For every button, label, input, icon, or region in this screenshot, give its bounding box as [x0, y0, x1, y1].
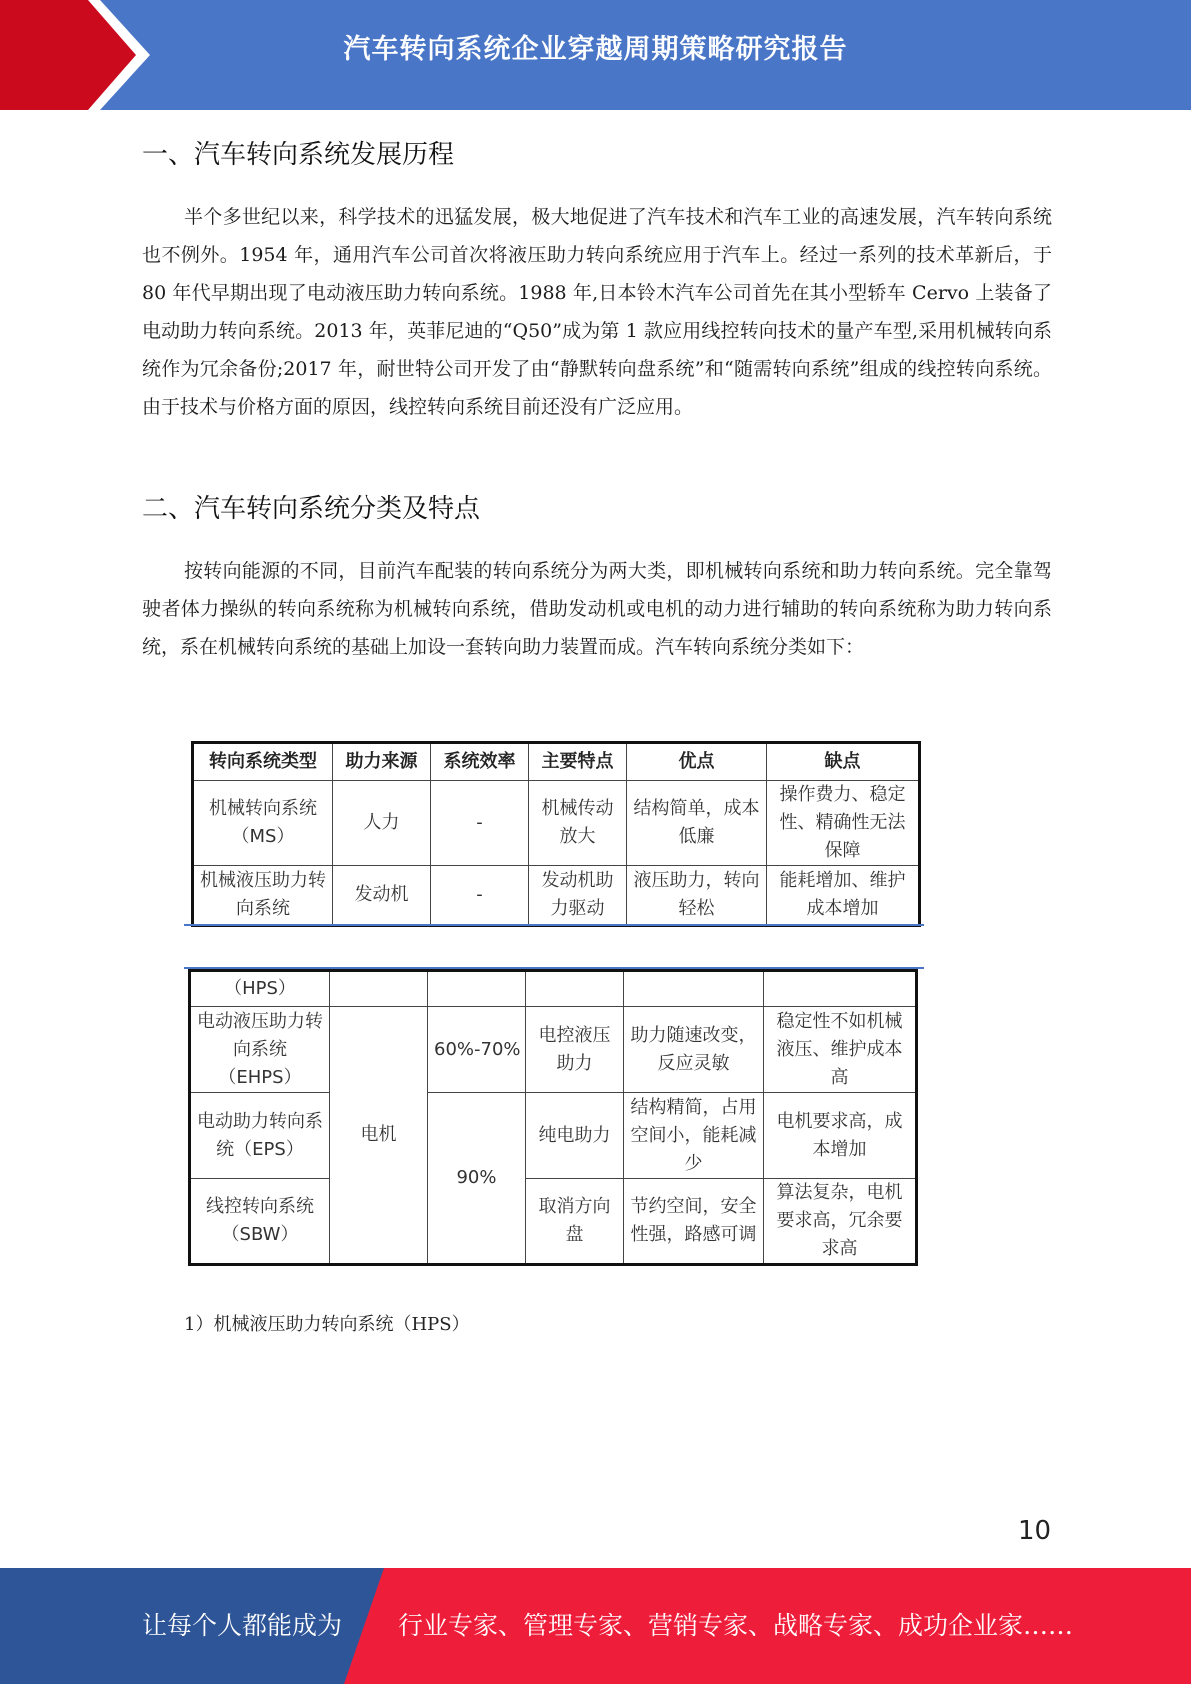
cell-cons: 能耗增加、维护成本增加: [767, 866, 920, 926]
cell-pros: 液压助力，转向轻松: [627, 866, 767, 926]
cell-features: 取消方向盘: [526, 1179, 624, 1265]
cell-pros: 结构简单，成本低廉: [627, 781, 767, 866]
table-row: [190, 1093, 917, 1179]
table-row: [190, 1007, 917, 1093]
cell-empty: [428, 971, 526, 1007]
cell-cons: 操作费力、稳定性、精确性无法保障: [767, 781, 920, 866]
section-heading-classification: 二、汽车转向系统分类及特点: [142, 494, 481, 524]
paragraph-classification: 按转向能源的不同，目前汽车配装的转向系统分为两大类，即机械转向系统和助力转向系统。完全靠驾驶者体力操纵的转向系统称为机械转向系统，借助发动机或电机的动力进行辅助的转向系统称为助力转向系统，系在机械转向系统的基础上加设一套转向助力装置而成。汽车转向系统分类如下：: [142, 560, 1052, 658]
footer-slogan-left: 让每个人都能成为: [142, 1611, 343, 1640]
cell-efficiency: 90%: [428, 1093, 526, 1265]
cell-cons: 算法复杂，电机要求高，冗余要求高: [764, 1179, 917, 1265]
cell-efficiency: 60%-70%: [428, 1007, 526, 1093]
header-efficiency: 系统效率: [431, 743, 529, 781]
header-type: 转向系统类型: [193, 743, 333, 781]
page-break-line: [184, 924, 924, 926]
table-header-row: [193, 743, 920, 781]
cell-empty: [624, 971, 764, 1007]
page-header: [0, 0, 1191, 110]
cell-type-continuation: （HPS）: [190, 971, 330, 1007]
steering-table-part2: [188, 969, 918, 1266]
table-row: [193, 866, 920, 926]
steering-table-part1: [191, 741, 921, 927]
page-footer: [0, 1568, 1191, 1684]
header-pros: 优点: [627, 743, 767, 781]
header-power-source: 助力来源: [333, 743, 431, 781]
cell-cons: 稳定性不如机械液压、维护成本高: [764, 1007, 917, 1093]
page-number: 10: [1018, 1516, 1052, 1546]
subsection-note-hps: 1）机械液压助力转向系统（HPS）: [184, 1314, 470, 1335]
cell-pros: 结构精简，占用空间小，能耗减少: [624, 1093, 764, 1179]
cell-type: 线控转向系统（SBW）: [190, 1179, 330, 1265]
header-cons: 缺点: [767, 743, 920, 781]
cell-type: 机械液压助力转向系统: [193, 866, 333, 926]
section-heading-history: 一、汽车转向系统发展历程: [142, 140, 455, 170]
cell-power-source: 发动机: [333, 866, 431, 926]
cell-pros: 节约空间，安全性强，路感可调: [624, 1179, 764, 1265]
cell-empty: [526, 971, 624, 1007]
report-title: 汽车转向系统企业穿越周期策略研究报告: [343, 34, 848, 65]
cell-empty: [330, 971, 428, 1007]
cell-type: 机械转向系统（MS）: [193, 781, 333, 866]
table-row: [190, 971, 917, 1007]
paragraph-history: 半个多世纪以来，科学技术的迅猛发展，极大地促进了汽车技术和汽车工业的高速发展，汽车转向系统也不例外。1954 年，通用汽车公司首次将液压助力转向系统应用于汽车上。经过一系列的技术革新后，于 80 年代早期出现了电动液压助力转向系统。1988 年,日本铃木汽车公司首先在其小型轿车 Cervo 上装备了电动助力转向系统。2013 年，英菲尼迪的“Q50”成为第 1 款应用线控转向技术的量产车型,采用机械转向系统作为冗余备份;2017 年，耐世特公司开发了由“静默转向盘系统”和“随需转向系统”组成的线控转向系统。由于技术与价格方面的原因，线控转向系统目前还没有广泛应用。: [142, 206, 1052, 418]
table-row: [190, 1179, 917, 1265]
cell-features: 机械传动放大: [529, 781, 627, 866]
cell-empty: [764, 971, 917, 1007]
cell-power-source: 电机: [330, 1007, 428, 1265]
cell-pros: 助力随速改变，反应灵敏: [624, 1007, 764, 1093]
cell-efficiency: -: [431, 866, 529, 926]
cell-cons: 电机要求高，成本增加: [764, 1093, 917, 1179]
cell-features: 发动机助力驱动: [529, 866, 627, 926]
cell-type: 电动液压助力转向系统（EHPS）: [190, 1007, 330, 1093]
cell-efficiency: -: [431, 781, 529, 866]
header-features: 主要特点: [529, 743, 627, 781]
table-row: [193, 781, 920, 866]
cell-features: 纯电助力: [526, 1093, 624, 1179]
cell-power-source: 人力: [333, 781, 431, 866]
cell-type: 电动助力转向系统（EPS）: [190, 1093, 330, 1179]
footer-slogan-right: 行业专家、管理专家、营销专家、战略专家、成功企业家……: [398, 1611, 1074, 1640]
cell-features: 电控液压助力: [526, 1007, 624, 1093]
